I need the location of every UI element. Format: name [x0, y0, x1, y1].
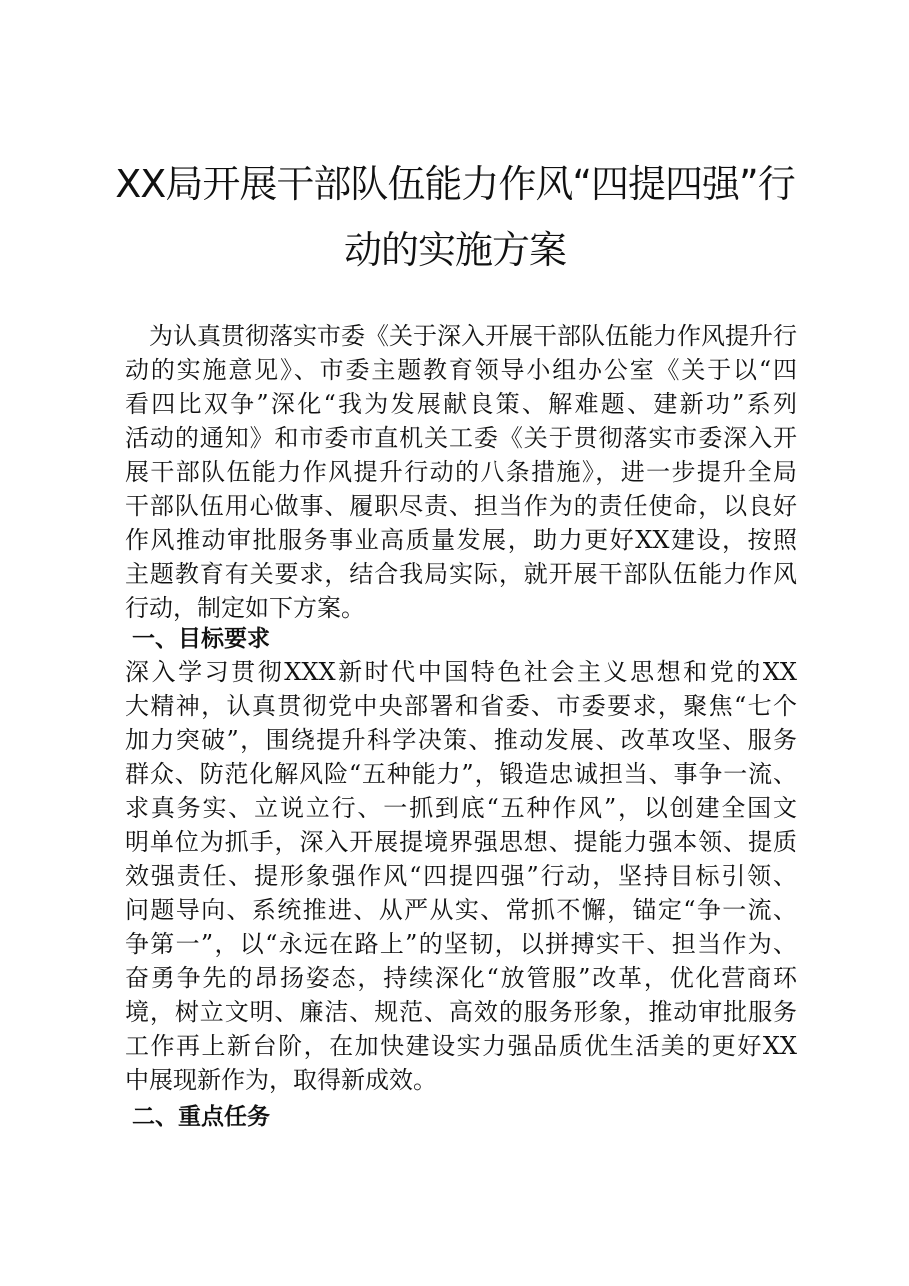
intro-paragraph-line: 看四比双争”深化“我为发展献良策、解难题、建新功”系列: [125, 390, 797, 418]
goals-paragraph-line: 明单位为抓手，深入开展提境界强思想、提能力强本领、提质: [125, 828, 797, 856]
goals-paragraph-line: 群众、防范化解风险“五种能力”，锻造忠诚担当、事争一流、: [125, 760, 797, 788]
goals-paragraph-line: 工作再上新台阶，在加快建设实力强品质优生活美的更好XX: [125, 1032, 797, 1060]
goals-paragraph-line: 效强责任、提形象强作风“四提四强”行动，坚持目标引领、: [125, 862, 797, 890]
intro-paragraph-line: 活动的通知》和市委市直机关工委《关于贯彻落实市委深入开: [125, 424, 797, 452]
goals-paragraph-line: 大精神，认真贯彻党中央部署和省委、市委要求，聚焦“七个: [125, 692, 797, 720]
section-heading-goals: 一、目标要求: [132, 626, 270, 652]
goals-paragraph-line: 奋勇争先的昂扬姿态，持续深化“放管服”改革，优化营商环: [125, 964, 797, 992]
goals-paragraph-line: 求真务实、立说立行、一抓到底“五种作风”，以创建全国文: [125, 794, 797, 822]
intro-paragraph-line: 干部队伍用心做事、履职尽责、担当作为的责任使命，以良好: [125, 492, 797, 520]
intro-paragraph-line: 展干部队伍能力作风提升行动的八条措施》，进一步提升全局: [125, 458, 797, 486]
intro-paragraph-line: 作风推动审批服务事业高质量发展，助力更好XX建设，按照: [125, 526, 797, 554]
intro-paragraph-line: 行动，制定如下方案。: [125, 594, 365, 622]
document-title-line-1: XX局开展干部队伍能力作风“四提四强”行: [115, 162, 795, 206]
goals-paragraph-line: 加力突破”，围绕提升科学决策、推动发展、改革攻坚、服务: [125, 726, 797, 754]
goals-paragraph-line: 中展现新作为，取得新成效。: [125, 1066, 437, 1094]
goals-paragraph-line: 深入学习贯彻XXX新时代中国特色社会主义思想和党的XX: [125, 658, 797, 686]
goals-paragraph-line: 问题导向、系统推进、从严从实、常抓不懈，锚定“争一流、: [125, 896, 797, 924]
intro-paragraph-line: 主题教育有关要求，结合我局实际，就开展干部队伍能力作风: [125, 560, 797, 588]
document-title-line-2: 动的实施方案: [343, 228, 566, 272]
intro-paragraph-line: 为认真贯彻落实市委《关于深入开展干部队伍能力作风提升行: [125, 322, 797, 350]
intro-paragraph-line: 动的实施意见》、市委主题教育领导小组办公室《关于以“四: [125, 356, 797, 384]
goals-paragraph-line: 境，树立文明、廉洁、规范、高效的服务形象，推动审批服务: [125, 998, 797, 1026]
goals-paragraph-line: 争第一”，以“永远在路上”的坚韧，以拼搏实干、担当作为、: [125, 930, 797, 958]
section-heading-tasks: 二、重点任务: [132, 1104, 270, 1130]
